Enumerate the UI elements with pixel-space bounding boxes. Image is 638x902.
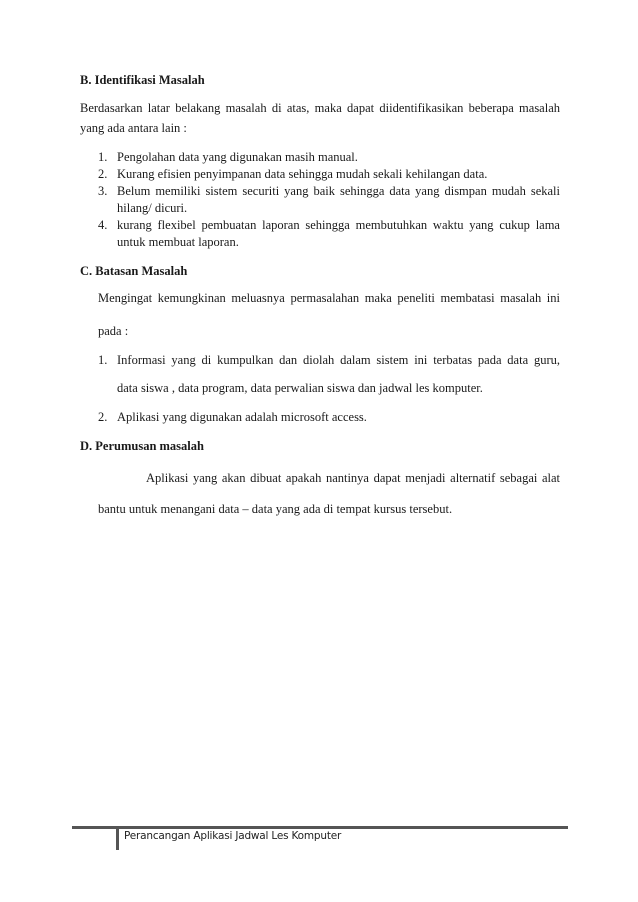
list-item-number: 1.	[98, 150, 108, 164]
list-item-c2: Aplikasi yang digunakan adalah microsoft access.	[117, 410, 367, 424]
heading-batasan-masalah: C. Batasan Masalah	[80, 264, 188, 278]
footer-title: Perancangan Aplikasi Jadwal Les Komputer	[124, 830, 342, 842]
list-item-number: 2.	[98, 167, 108, 181]
list-item-b4-line1: kurang flexibel pembuatan laporan sehingga membutuhkan waktu yang cukup lama	[117, 218, 560, 232]
list-item-number: 1.	[98, 353, 108, 367]
list-item-b4-line2: untuk membuat laporan.	[117, 235, 239, 249]
heading-identifikasi-masalah: B. Identifikasi Masalah	[80, 73, 205, 87]
intro-b-line2: yang ada antara lain :	[80, 121, 187, 135]
paragraph-d-line2: bantu untuk menangani data – data yang ada di tempat kursus tersebut.	[98, 502, 453, 516]
footer-rule	[72, 826, 568, 829]
intro-b-line1: Berdasarkan latar belakang masalah di atas, maka dapat diidentifikasikan beberapa masalah	[80, 101, 560, 115]
heading-perumusan-masalah: D. Perumusan masalah	[80, 439, 204, 453]
list-item-number: 2.	[98, 410, 108, 424]
list-item-b3-line2: hilang/ dicuri.	[117, 201, 188, 215]
list-item-c1-line2: data siswa , data program, data perwalian siswa dan jadwal les komputer.	[117, 381, 483, 395]
list-item-number: 3.	[98, 184, 108, 198]
intro-c-line2: pada :	[98, 324, 129, 338]
footer-divider	[116, 829, 119, 850]
list-item-c1-line1: Informasi yang di kumpulkan dan diolah dalam sistem ini terbatas pada data guru,	[117, 353, 560, 367]
intro-c-line1: Mengingat kemungkinan meluasnya permasalahan maka peneliti membatasi masalah ini	[98, 291, 560, 305]
list-item-b1: Pengolahan data yang digunakan masih manual.	[117, 150, 358, 164]
list-item-b3-line1: Belum memiliki sistem securiti yang baik sehingga data yang dismpan mudah sekali	[117, 184, 560, 198]
list-item-b2: Kurang efisien penyimpanan data sehingga mudah sekali kehilangan data.	[117, 167, 488, 181]
list-item-number: 4.	[98, 218, 108, 232]
paragraph-d-line1: Aplikasi yang akan dibuat apakah nantinya dapat menjadi alternatif sebagai alat	[146, 471, 560, 485]
